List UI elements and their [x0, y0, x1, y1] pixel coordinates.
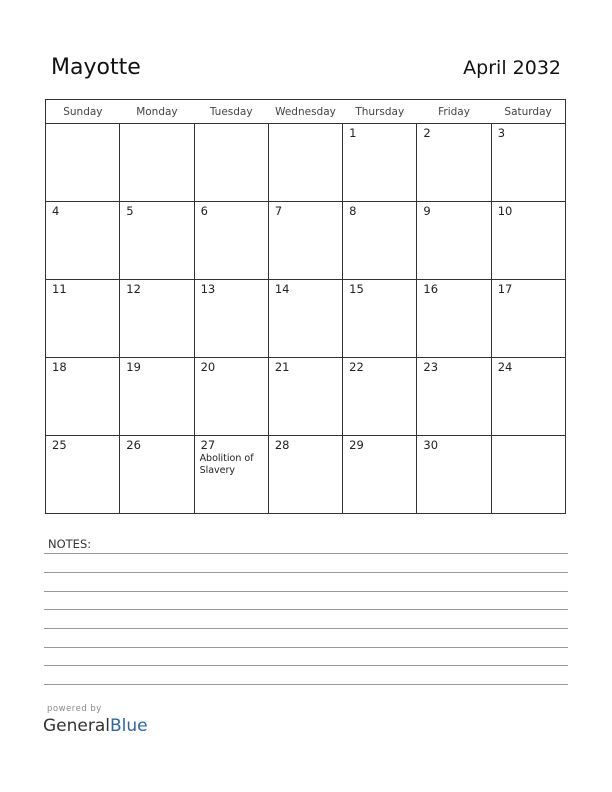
day-number: 16	[423, 282, 439, 296]
day-cell	[343, 280, 417, 358]
note-line	[44, 647, 568, 648]
notes-label: NOTES:	[48, 537, 92, 551]
week-row	[46, 280, 566, 358]
day-number: 28	[274, 438, 290, 452]
note-line	[44, 609, 568, 610]
day-cell	[120, 124, 194, 202]
day-number: 21	[274, 360, 290, 374]
day-cell	[120, 358, 194, 436]
brand-logo	[43, 716, 148, 736]
day-cell	[268, 202, 342, 280]
note-line	[44, 553, 568, 554]
day-cell	[268, 124, 342, 202]
day-cell	[194, 358, 268, 436]
day-number: 22	[349, 360, 364, 374]
day-cell	[417, 358, 491, 436]
day-number: 4	[52, 204, 60, 218]
note-line	[44, 591, 568, 592]
day-cell	[417, 202, 491, 280]
day-number: 29	[349, 438, 364, 452]
day-cell	[120, 202, 194, 280]
day-cell	[46, 202, 120, 280]
day-number: 24	[497, 360, 513, 374]
day-number: 14	[274, 282, 290, 296]
day-cell	[343, 436, 417, 514]
weekday-tuesday: Tuesday	[194, 100, 268, 124]
day-number: 25	[52, 438, 67, 452]
day-cell	[417, 280, 491, 358]
day-cell	[268, 280, 342, 358]
day-cell	[46, 436, 120, 514]
day-cell	[491, 358, 565, 436]
day-number: 7	[274, 204, 283, 218]
day-number: 9	[423, 204, 431, 218]
note-line	[44, 628, 568, 629]
day-number: 13	[200, 282, 216, 296]
day-number: 26	[126, 438, 141, 452]
day-cell	[491, 202, 565, 280]
day-number: 3	[497, 126, 506, 140]
day-number: 6	[200, 204, 208, 218]
weekday-wednesday: Wednesday	[268, 100, 342, 124]
week-row	[46, 202, 566, 280]
day-number: 12	[126, 282, 141, 296]
day-number: 1	[349, 126, 357, 140]
weekday-saturday: Saturday	[491, 100, 565, 124]
weekday-friday: Friday	[417, 100, 491, 124]
calendar-grid	[45, 99, 566, 514]
note-line	[44, 665, 568, 666]
holiday-label: Abolition of Slavery	[199, 453, 254, 476]
brand-blue: Blue	[110, 716, 148, 736]
week-row	[46, 436, 566, 514]
day-cell	[343, 202, 417, 280]
day-number: 27	[200, 438, 216, 452]
day-cell	[417, 124, 491, 202]
day-cell	[194, 436, 268, 514]
day-cell	[194, 202, 268, 280]
day-cell	[268, 358, 342, 436]
region-title: Mayotte	[51, 55, 141, 80]
day-cell	[46, 280, 120, 358]
day-number: 23	[423, 360, 439, 374]
day-cell	[268, 436, 342, 514]
day-cell	[120, 436, 194, 514]
day-cell	[417, 436, 491, 514]
month-title: April 2032	[463, 57, 561, 79]
day-cell	[343, 124, 417, 202]
day-number: 2	[423, 126, 431, 140]
week-row	[46, 358, 566, 436]
brand-general: General	[43, 716, 110, 736]
note-line	[44, 684, 568, 685]
powered-by-text: powered by	[47, 704, 102, 714]
note-line	[44, 572, 568, 573]
day-cell	[491, 280, 565, 358]
day-cell	[46, 358, 120, 436]
weekday-header-row	[46, 100, 566, 124]
day-cell	[120, 280, 194, 358]
day-cell	[194, 280, 268, 358]
day-number: 17	[497, 282, 513, 296]
day-number: 20	[200, 360, 216, 374]
day-cell	[491, 124, 565, 202]
day-number: 15	[349, 282, 364, 296]
day-number: 11	[52, 282, 67, 296]
day-number: 30	[423, 438, 439, 452]
weekday-monday: Monday	[120, 100, 194, 124]
day-number: 18	[52, 360, 67, 374]
day-cell	[491, 436, 565, 514]
weekday-thursday: Thursday	[343, 100, 417, 124]
day-number: 5	[126, 204, 134, 218]
weekday-sunday: Sunday	[46, 100, 120, 124]
day-number: 19	[126, 360, 141, 374]
day-number: 8	[349, 204, 357, 218]
week-row	[46, 124, 566, 202]
day-number: 10	[497, 204, 513, 218]
day-cell	[46, 124, 120, 202]
day-cell	[343, 358, 417, 436]
day-cell	[194, 124, 268, 202]
